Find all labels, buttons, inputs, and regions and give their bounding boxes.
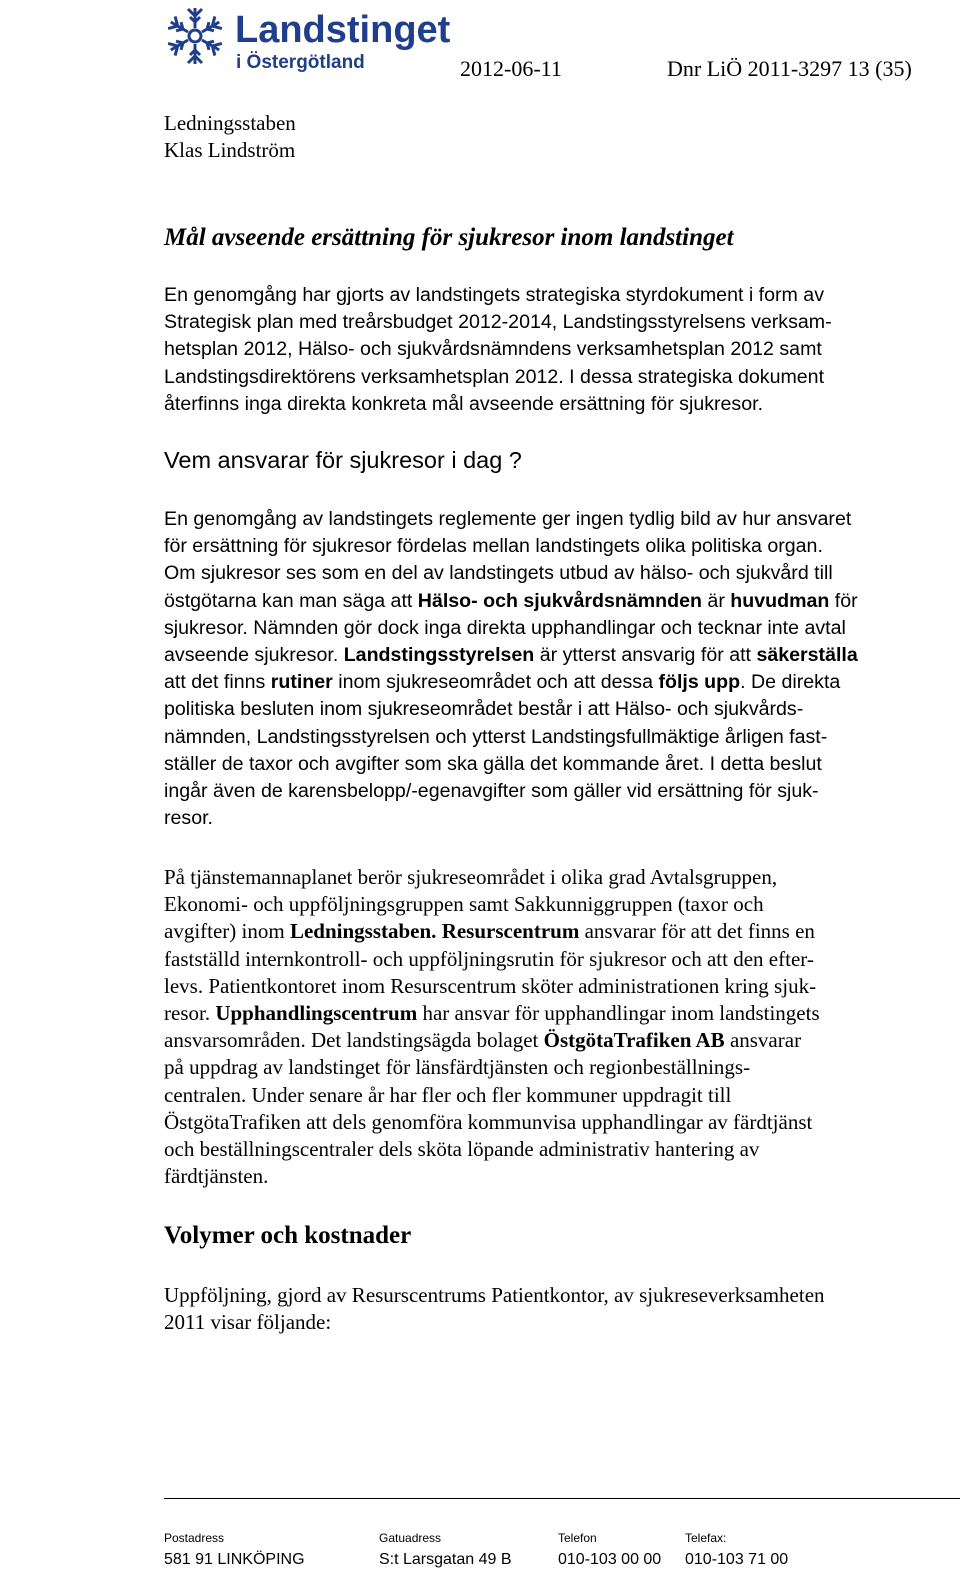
footer-fax-value: 010-103 71 00 (685, 1551, 789, 1568)
intro-line: Strategisk plan med treårsbudget 2012-2014, Landstingsstyrelsens verksam- (164, 311, 832, 334)
text-run: Om sjukresor ses som en del av landstingets utbud av hälso- och sjukvård till (164, 562, 833, 585)
text-line (164, 1163, 924, 1190)
sender-person: Klas Lindström (164, 138, 296, 162)
text-run: har ansvar för upphandlingar inom landstingets (417, 1001, 820, 1026)
text-line (164, 946, 924, 973)
volumes-paragraph (164, 1282, 924, 1336)
text-run: levs. Patientkontoret inom Resurscentrum sköter administrationen kring sjuk- (164, 973, 817, 998)
text-run: En genomgång av landstingets reglemente ger ingen tydlig bild av hur ansvaret (164, 508, 852, 530)
text-line (164, 1136, 924, 1163)
page-title: Mål avseende ersättning för sjukresor inom landstinget (164, 224, 734, 251)
text-line (164, 805, 924, 832)
text-run: avgifter) inom (164, 919, 290, 944)
text-line (164, 1000, 924, 1027)
text-line (164, 973, 924, 1000)
section-heading-volumes: Volymer och kostnader (164, 1222, 412, 1249)
bold-term: huvudman (730, 589, 830, 612)
text-run: ÖstgötaTrafiken att dels genomföra kommunvisa upphandlingar av färdtjänst (164, 1109, 813, 1134)
text-run: resor. (164, 807, 214, 830)
footer-street-label: Gatuadress (379, 1531, 442, 1545)
text-run: resor. (164, 1001, 216, 1026)
text-line (164, 864, 924, 891)
text-run: På tjänstemannaplanet berör sjukreseområdet i olika grad Avtalsgruppen, (164, 865, 778, 889)
text-run: och beställningscentraler dels sköta löpande administrativ hantering av (164, 1137, 760, 1162)
intro-line: hetsplan 2012, Hälso- och sjukvårdsnämndens verksamhetsplan 2012 samt (164, 338, 822, 361)
text-run: sjukresor. Nämnden gör dock inga direkta upphandlingar och tecknar inte avtal (164, 616, 846, 639)
text-run: inom sjukreseområdet och att dessa (332, 671, 659, 694)
text-run: politiska besluten inom sjukreseområdet består i att Hälso- och sjukvårds- (164, 698, 804, 721)
text-run: ansvarar (724, 1028, 802, 1053)
footer-postal-label: Postadress (164, 1531, 225, 1545)
snowflake-emblem-icon (167, 8, 222, 64)
text-line (164, 506, 924, 533)
volumes-line: 2011 visar följande: (164, 1310, 332, 1335)
text-run: fastställd internkontroll- och uppföljningsrutin för sjukresor och att den efter- (164, 946, 814, 971)
intro-line: Landstingsdirektörens verksamhetsplan 2012. I dessa strategiska dokument (164, 365, 825, 388)
text-run: på uppdrag av landstinget för länsfärdtjänsten och regionbeställnings- (164, 1055, 751, 1080)
logo-region: i Östergötland (236, 52, 365, 73)
text-line (164, 1027, 924, 1054)
section-heading-responsibility: Vem ansvarar för sjukresor i dag ? (164, 447, 522, 473)
text-line (164, 696, 924, 723)
text-run: färdtjänsten. (164, 1164, 269, 1189)
bold-term: rutiner (270, 671, 333, 694)
text-line (164, 615, 924, 642)
bold-term: Upphandlingscentrum (215, 1001, 418, 1026)
responsibility-paragraph (164, 506, 924, 832)
text-run: är ytterst ansvarig för att (534, 644, 757, 667)
bold-term: Ledningsstaben. (289, 919, 437, 944)
text-run: centralen. Under senare år har fler och fler kommuner uppdragit till (164, 1082, 732, 1107)
bold-term: Resurscentrum (441, 919, 580, 944)
bold-term: ÖstgötaTrafiken AB (543, 1028, 725, 1053)
officials-paragraph (164, 864, 924, 1190)
text-line (164, 669, 924, 696)
footer-fax-label: Telefax: (685, 1531, 727, 1545)
text-run: . De direkta (740, 671, 841, 694)
text-run: ställer de taxor och avgifter som ska gälla det kommande året. I detta beslut (164, 752, 822, 775)
footer-postal-value: 581 91 LINKÖPING (164, 1551, 305, 1568)
footer-phone-label: Telefon (558, 1531, 597, 1545)
text-line (164, 588, 924, 615)
document-date: 2012-06-11 (460, 56, 562, 81)
bold-term: Hälso- och sjukvårdsnämnden (417, 589, 702, 612)
text-line (164, 560, 924, 587)
text-run: nämnden, Landstingsstyrelsen och ytterst Landstingsfullmäktige årligen fast- (164, 725, 828, 748)
footer-divider (164, 1498, 960, 1499)
text-line (164, 778, 924, 805)
text-run: är (701, 589, 731, 612)
text-run: avseende sjukresor. (164, 644, 344, 667)
text-run: för ersättning för sjukresor fördelas mellan landstingets olika politiska organ. (164, 535, 823, 558)
text-run: ansvarsområden. Det landstingsägda bolaget (164, 1028, 544, 1053)
text-line (164, 1082, 924, 1109)
text-line (164, 751, 924, 778)
bold-term: Landstingsstyrelsen (343, 644, 535, 667)
text-run: för (829, 589, 858, 612)
bold-term: följs upp (658, 671, 741, 694)
text-line (164, 642, 924, 669)
text-line (164, 1054, 924, 1081)
text-run: Ekonomi- och uppföljningsgruppen samt Sakkunniggruppen (taxor och (164, 892, 764, 917)
text-line (164, 918, 924, 945)
text-line (164, 724, 924, 751)
text-line (164, 533, 924, 560)
text-line (164, 891, 924, 918)
text-run: att det finns (164, 671, 271, 694)
logo-graphic (163, 2, 463, 74)
intro-paragraph (164, 282, 924, 418)
document-reference: Dnr LiÖ 2011-3297 13 (35) (667, 56, 912, 81)
volumes-line: Uppföljning, gjord av Resurscentrums Patientkontor, av sjukreseverksamheten (164, 1283, 825, 1307)
landstinget-logo (163, 2, 463, 74)
text-run: östgötarna kan man säga att (164, 589, 418, 612)
text-run: ansvarar för att det finns en (579, 919, 815, 944)
text-line (164, 1109, 924, 1136)
intro-line: återfinns inga direkta konkreta mål avseende ersättning för sjukresor. (164, 392, 764, 415)
text-run: ingår även de karensbelopp/-egenavgifter som gäller vid ersättning för sjuk- (164, 780, 819, 803)
intro-line: En genomgång har gjorts av landstingets strategiska styrdokument i form av (164, 284, 824, 306)
footer-street-value: S:t Larsgatan 49 B (379, 1551, 512, 1568)
bold-term: säkerställa (756, 644, 858, 667)
logo-name: Landstinget (235, 9, 451, 51)
footer-phone-value: 010-103 00 00 (558, 1551, 662, 1568)
sender-department: Ledningsstaben (164, 111, 296, 135)
